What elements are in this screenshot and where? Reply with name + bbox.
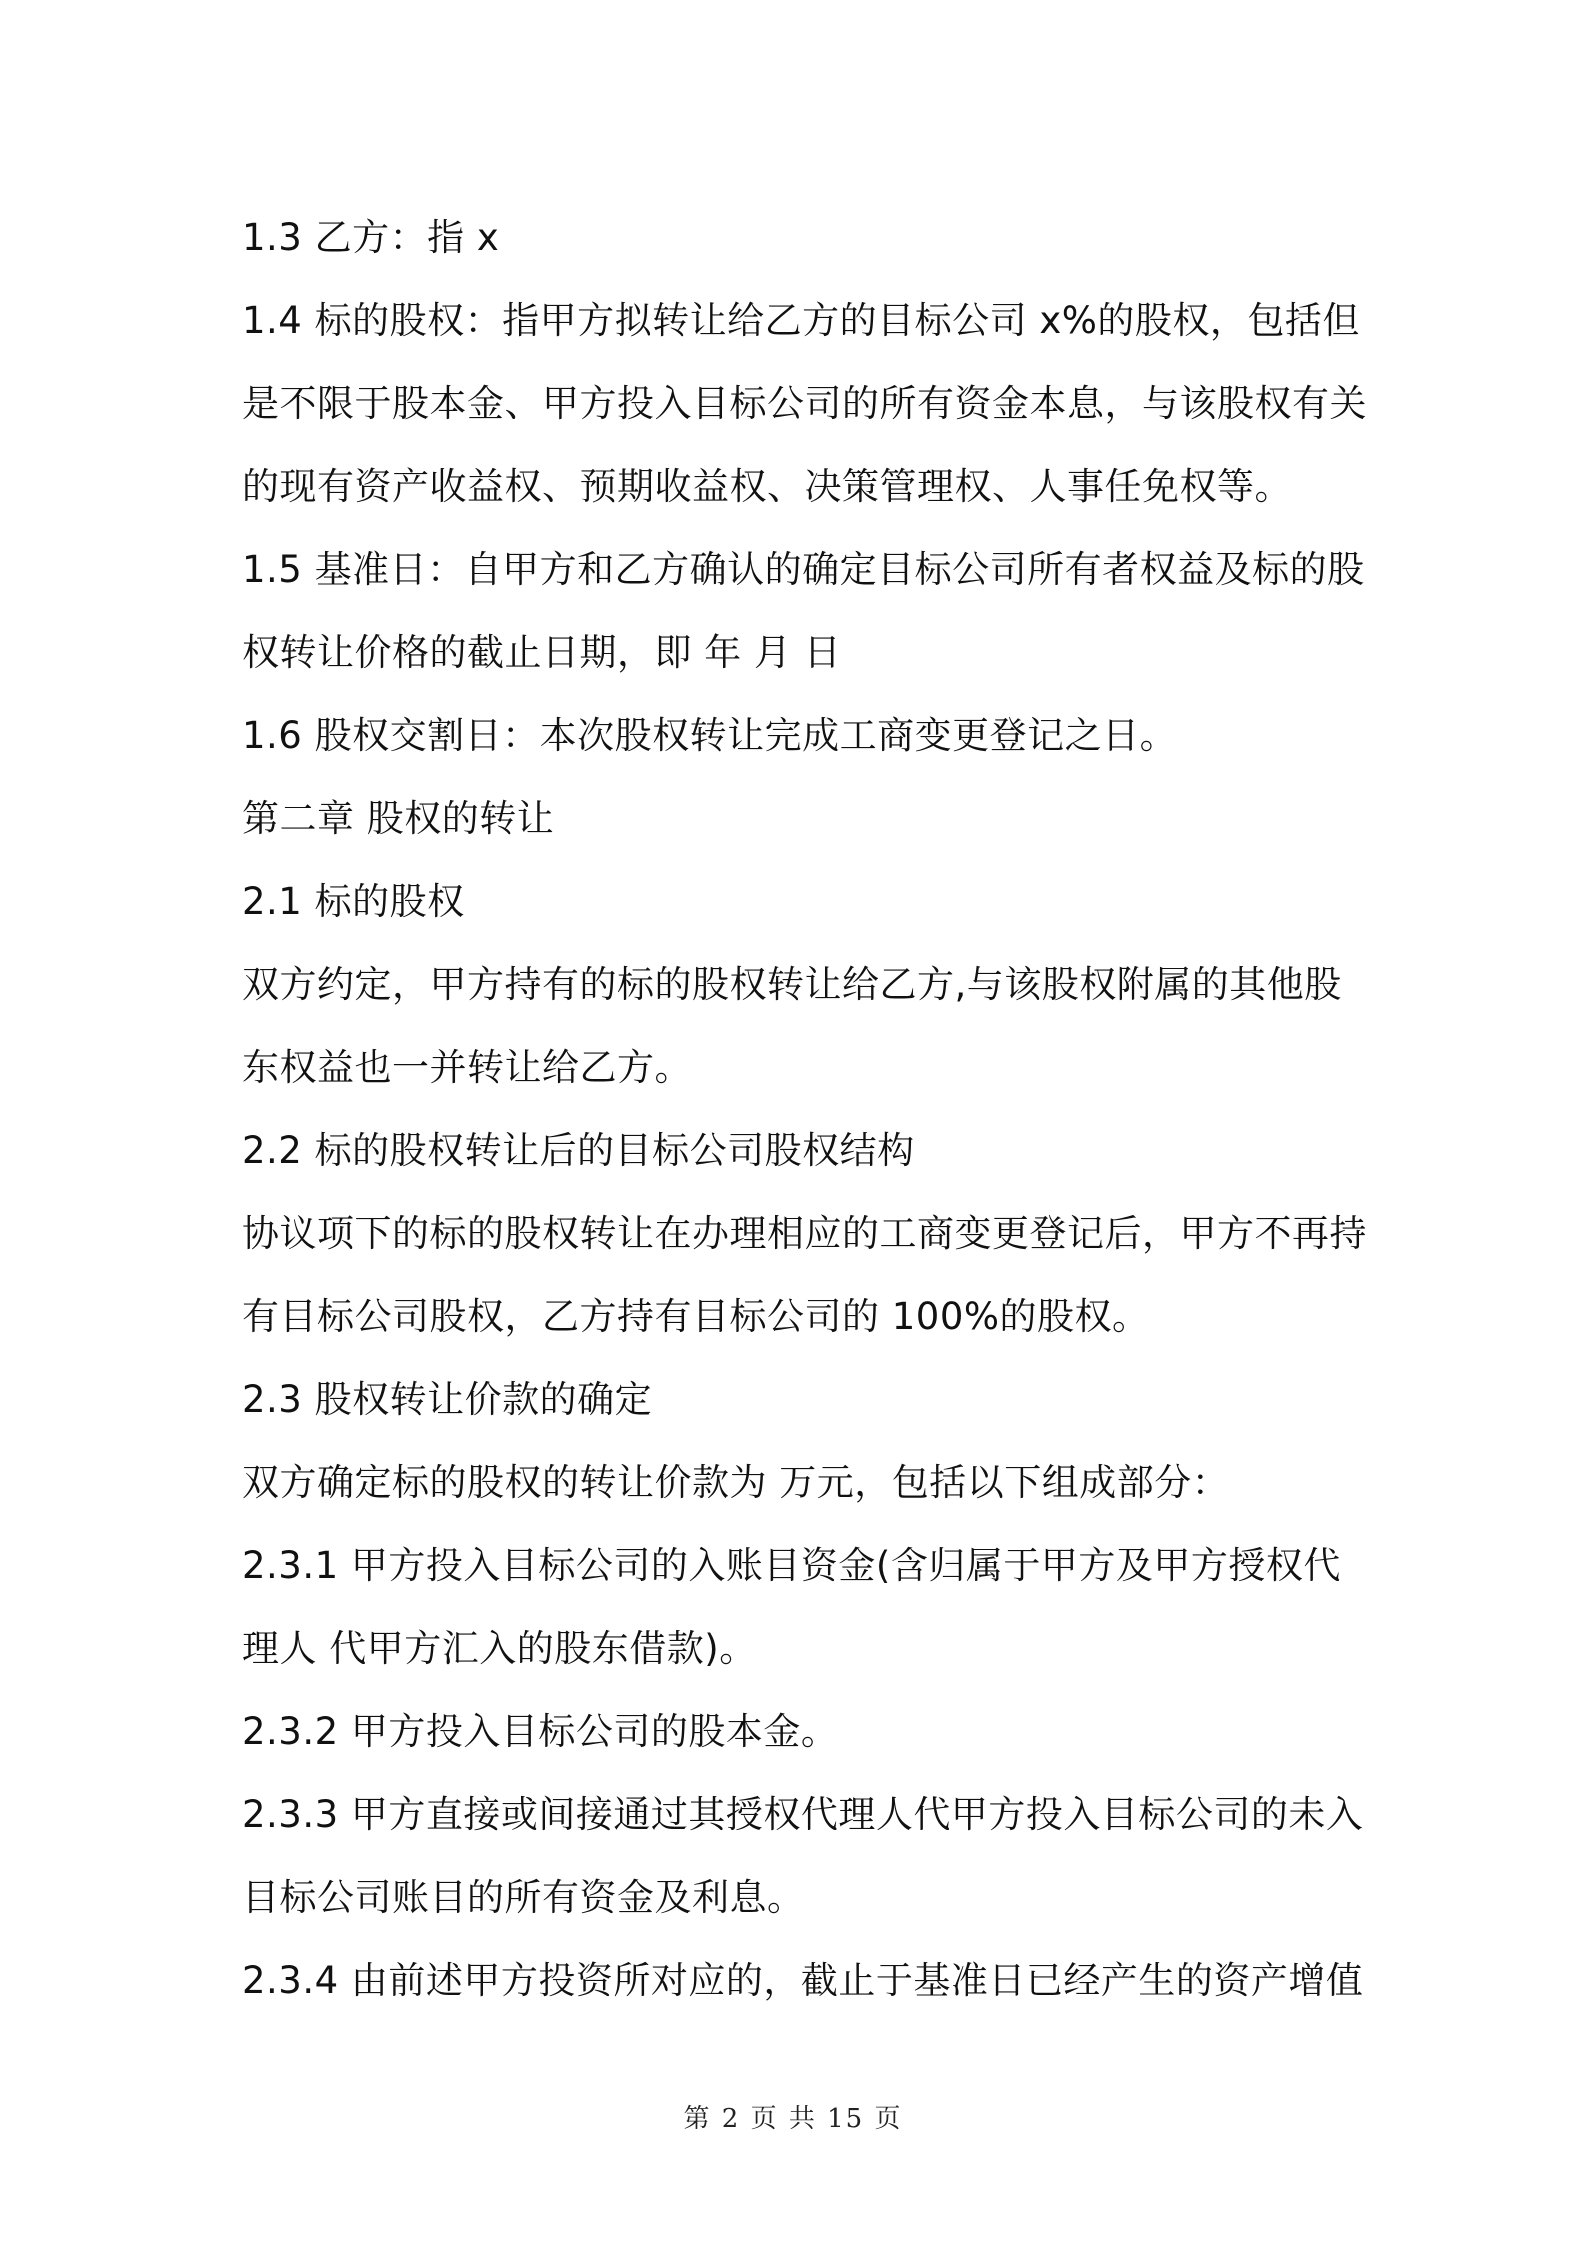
document-line: 协议项下的标的股权转让在办理相应的工商变更登记后，甲方不再持 (242, 1212, 1367, 1255)
document-line: 的现有资产收益权、预期收益权、决策管理权、人事任免权等。 (242, 465, 1292, 508)
document-line: 2.3.3 甲方直接或间接通过其授权代理人代甲方投入目标公司的未入 (242, 1793, 1364, 1836)
document-line: 目标公司账目的所有资金及利息。 (242, 1876, 805, 1919)
document-line: 权转让价格的截止日期，即 年 月 日 (242, 631, 842, 674)
section-heading: 2.3 股权转让价款的确定 (242, 1378, 653, 1421)
document-line: 2.3.2 甲方投入目标公司的股本金。 (242, 1710, 839, 1753)
document-line: 是不限于股本金、甲方投入目标公司的所有资金本息，与该股权有关 (242, 382, 1367, 425)
document-line: 2.3.1 甲方投入目标公司的入账目资金(含归属于甲方及甲方授权代 (242, 1544, 1341, 1587)
chapter-heading: 第二章 股权的转让 (242, 797, 555, 840)
document-line: 理人 代甲方汇入的股东借款)。 (242, 1627, 757, 1670)
document-line: 1.3 乙方：指 x (242, 216, 500, 259)
document-line: 2.3.4 由前述甲方投资所对应的，截止于基准日已经产生的资产增值 (242, 1959, 1364, 2002)
document-line: 1.4 标的股权：指甲方拟转让给乙方的目标公司 x%的股权，包括但 (242, 299, 1360, 342)
document-line: 东权益也一并转让给乙方。 (242, 1046, 692, 1089)
section-heading: 2.1 标的股权 (242, 880, 465, 923)
section-heading: 2.2 标的股权转让后的目标公司股权结构 (242, 1129, 915, 1172)
document-line: 双方确定标的股权的转让价款为 万元，包括以下组成部分： (242, 1461, 1230, 1504)
document-line: 1.6 股权交割日：本次股权转让完成工商变更登记之日。 (242, 714, 1178, 757)
document-line: 1.5 基准日：自甲方和乙方确认的确定目标公司所有者权益及标的股 (242, 548, 1365, 591)
document-line: 双方约定，甲方持有的标的股权转让给乙方,与该股权附属的其他股 (242, 963, 1342, 1006)
page-number-footer: 第 2 页 共 15 页 (683, 2104, 903, 2134)
document-line: 有目标公司股权，乙方持有目标公司的 100%的股权。 (242, 1295, 1150, 1338)
document-body (242, 196, 1367, 2022)
